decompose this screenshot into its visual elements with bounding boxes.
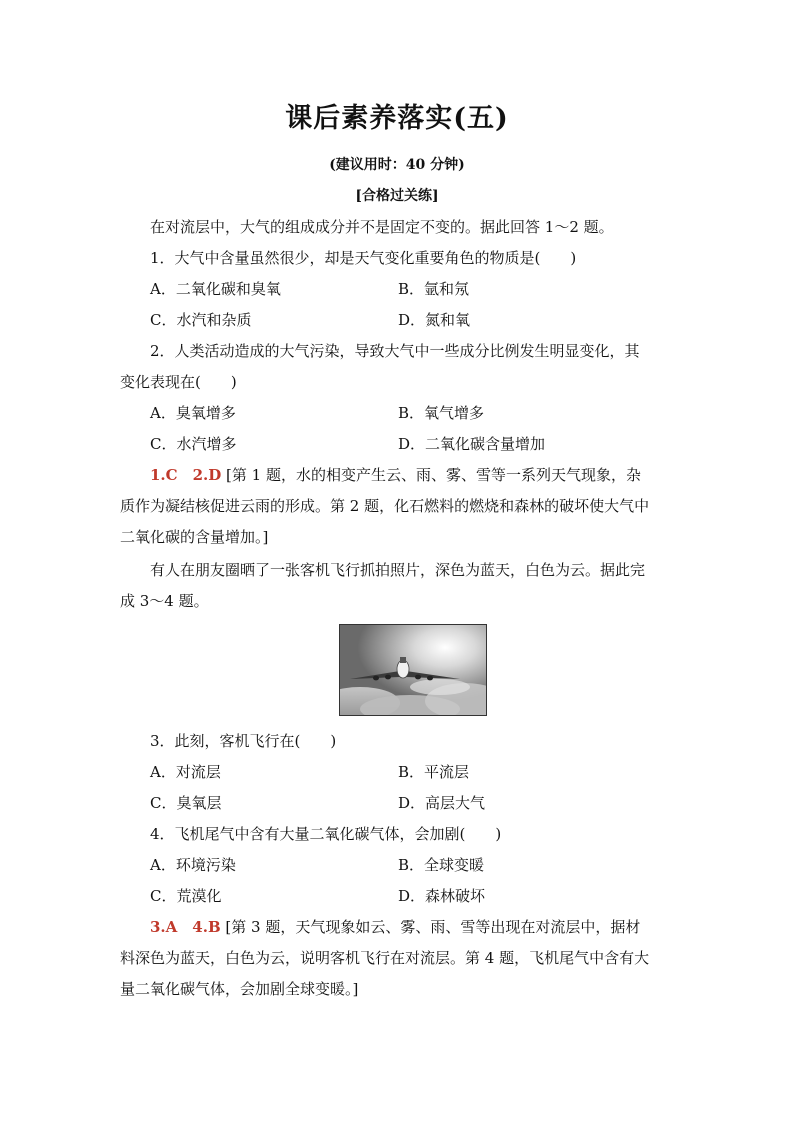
- answer-1-2-text1: [第 1 题，水的相变产生云、雨、雾、雪等一系列天气现象，杂: [226, 466, 641, 484]
- q3-stem: 3．此刻，客机飞行在( ): [150, 732, 337, 750]
- q2-stem-line1: 2．人类活动造成的大气污染，导致大气中一些成分比例发生明显变化，其: [150, 342, 640, 360]
- group1-intro: 在对流层中，大气的组成成分并不是固定不变的。据此回答 1～2 题。: [150, 218, 614, 236]
- q3-option-b: B．平流层: [398, 763, 470, 781]
- answer-1-2-line2: 质作为凝结核促进云雨的形成。第 2 题，化石燃料的燃烧和森林的破坏使大气中: [120, 497, 650, 515]
- q4-option-b: B．全球变暖: [398, 856, 485, 874]
- answer-3-4-label: 3.A 4.B: [150, 918, 221, 936]
- q1-option-d: D．氮和氧: [398, 311, 471, 329]
- time-note: (建议用时：40 分钟): [329, 157, 465, 173]
- page-title: 课后素养落实(五): [285, 103, 509, 134]
- answer-1-2-line3: 二氧化碳的含量增加。]: [120, 528, 269, 546]
- group2-intro-line2: 成 3～4 题。: [120, 592, 209, 610]
- q1-stem: 1．大气中含量虽然很少，却是天气变化重要角色的物质是( ): [150, 249, 577, 267]
- answer-3-4-text1: [第 3 题，天气现象如云、雾、雨、雪等出现在对流层中，据材: [225, 918, 641, 936]
- q1-option-c: C．水汽和杂质: [150, 311, 252, 329]
- q2-option-b: B．氧气增多: [398, 404, 485, 422]
- group2-intro-line1: 有人在朋友圈晒了一张客机飞行抓拍照片，深色为蓝天，白色为云。据此完: [150, 561, 646, 579]
- q1-option-a: A．二氧化碳和臭氧: [150, 280, 281, 298]
- q4-option-c: C．荒漠化: [150, 887, 222, 905]
- answer-3-4-line3: 量二氧化碳气体，会加剧全球变暖。]: [120, 980, 359, 998]
- q3-option-a: A．对流层: [150, 763, 221, 781]
- q2-option-d: D．二氧化碳含量增加: [398, 435, 546, 453]
- q3-option-c: C．臭氧层: [150, 794, 222, 812]
- q4-stem: 4．飞机尾气中含有大量二氧化碳气体，会加剧( ): [150, 825, 502, 843]
- answer-3-4-line2: 料深色为蓝天，白色为云，说明客机飞行在对流层。第 4 题，飞机尾气中含有大: [120, 949, 650, 967]
- q3-option-d: D．高层大气: [398, 794, 486, 812]
- answer-3-4-line1: [150, 917, 640, 937]
- q2-option-c: C．水汽增多: [150, 435, 237, 453]
- q4-option-a: A．环境污染: [150, 856, 236, 874]
- airplane-photo: [339, 624, 487, 716]
- q2-stem-line2: 变化表现在( ): [120, 373, 237, 391]
- section-heading: [合格过关练]: [355, 188, 439, 204]
- q1-option-b: B．氩和氖: [398, 280, 470, 298]
- q2-option-a: A．臭氧增多: [150, 404, 236, 422]
- answer-1-2-line1: [150, 465, 641, 485]
- q4-option-d: D．森林破坏: [398, 887, 486, 905]
- answer-1-2-label: 1.C 2.D: [150, 466, 222, 484]
